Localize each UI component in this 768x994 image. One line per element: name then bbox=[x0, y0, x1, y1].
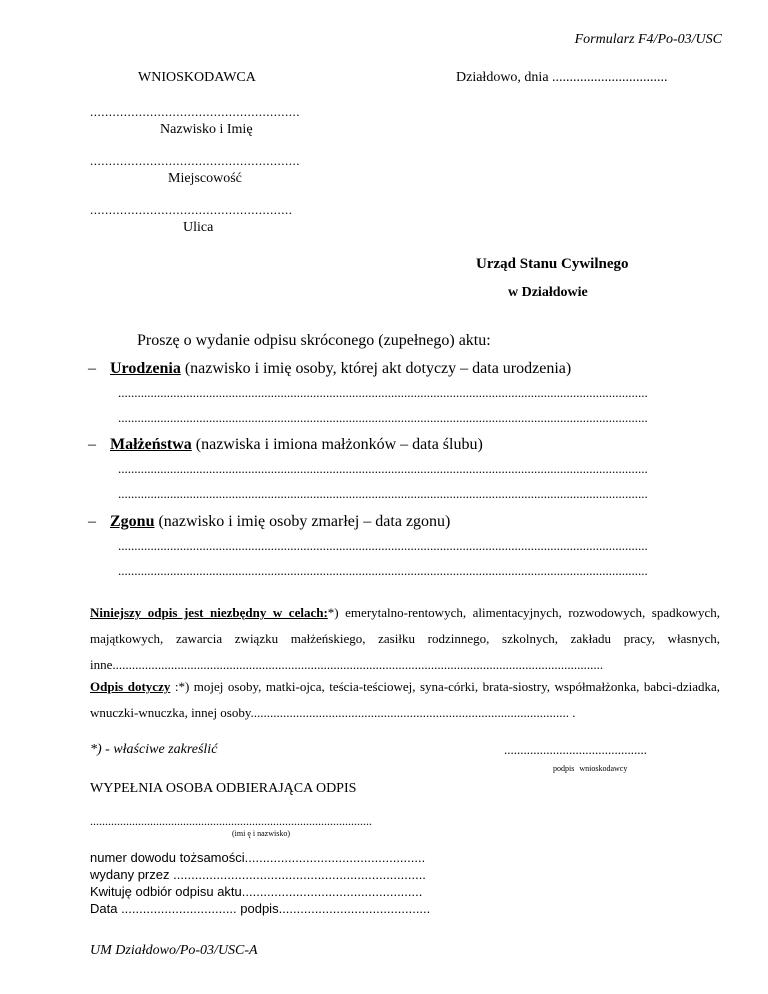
name-field[interactable]: ........................................................ bbox=[90, 104, 300, 119]
purpose-options[interactable]: *) emerytalno-rentowych, alimentacyjnych, rozwodowych, spadkowych, majątkowych, zawarcia związku małżeńskiego, zasiłku rodzinnego, szkolnych, zakładu pracy, własnych, inne....................................................................................................................................................... bbox=[90, 605, 720, 672]
signature-label: podpis wnioskodawcy bbox=[553, 764, 628, 773]
dash-bullet: – bbox=[88, 513, 96, 530]
marriage-description: (nazwiska i imiona małżonków – data ślubu) bbox=[191, 436, 483, 453]
marriage-answer-line-1[interactable]: ................................................................................................................................................................... bbox=[118, 461, 648, 476]
recipient-heading: WYPEŁNIA OSOBA ODBIERAJĄCA ODPIS bbox=[90, 781, 357, 796]
dash-bullet: – bbox=[88, 360, 96, 377]
applicant-heading: WNIOSKODAWCA bbox=[138, 70, 256, 85]
form-code: Formularz F4/Po-03/USC bbox=[574, 32, 722, 47]
purpose-paragraph bbox=[90, 600, 720, 678]
recipient-name-field[interactable]: .............................................................................................. bbox=[90, 814, 372, 828]
office-name: Urząd Stanu Cywilnego bbox=[476, 256, 629, 272]
dash-bullet: – bbox=[88, 436, 96, 453]
recipient-name-label: (imi ę i nazwisko) bbox=[232, 829, 290, 838]
death-answer-line-1[interactable]: ................................................................................................................................................................... bbox=[118, 538, 648, 553]
birth-section-heading bbox=[110, 360, 571, 378]
recipient-id-line[interactable]: numer dowodu tożsamości.................................................. bbox=[90, 850, 426, 865]
birth-description: (nazwisko i imię osoby, której akt dotyczy – data urodzenia) bbox=[180, 360, 572, 377]
recipient-receipt-line[interactable]: Kwituję odbiór odpisu aktu.................................................. bbox=[90, 884, 423, 899]
concerns-paragraph bbox=[90, 674, 720, 726]
recipient-date-line[interactable]: Data ................................ podpis.......................................... bbox=[90, 901, 431, 916]
marriage-answer-line-2[interactable]: ................................................................................................................................................................... bbox=[118, 486, 648, 501]
office-city: w Działdowie bbox=[508, 285, 588, 300]
death-title: Zgonu bbox=[110, 513, 155, 530]
place-date-field[interactable]: Działdowo, dnia ................................. bbox=[456, 70, 668, 85]
concerns-options[interactable]: :*) mojej osoby, matki-ojca, teścia-teściowej, syna-córki, brata-siostry, współmałżonka, babci-dziadka, wnuczki-wnuczka, innej osoby.................................................................................................. . bbox=[90, 679, 720, 720]
signature-field[interactable]: ............................................ bbox=[504, 742, 647, 757]
birth-title: Urodzenia bbox=[110, 360, 181, 377]
city-label: Miejscowość bbox=[168, 171, 242, 186]
birth-answer-line-2[interactable]: ................................................................................................................................................................... bbox=[118, 410, 648, 425]
death-description: (nazwisko i imię osoby zmarłej – data zgonu) bbox=[154, 513, 451, 530]
street-field[interactable]: ...................................................... bbox=[90, 202, 293, 217]
recipient-issued-line[interactable]: wydany przez ...................................................................... bbox=[90, 867, 426, 882]
city-field[interactable]: ........................................................ bbox=[90, 153, 300, 168]
marriage-section-heading bbox=[110, 436, 483, 454]
marriage-title: Małżeństwa bbox=[110, 436, 192, 453]
footer-code: UM Działdowo/Po-03/USC-A bbox=[90, 943, 258, 958]
purpose-label: Niniejszy odpis jest niezbędny w celach: bbox=[90, 605, 328, 620]
footnote: *) - właściwe zakreślić bbox=[90, 742, 218, 757]
death-section-heading bbox=[110, 513, 450, 531]
street-label: Ulica bbox=[183, 220, 214, 235]
name-label: Nazwisko i Imię bbox=[160, 122, 253, 137]
concerns-label: Odpis dotyczy bbox=[90, 679, 171, 694]
request-text: Proszę o wydanie odpisu skróconego (zupełnego) aktu: bbox=[137, 332, 491, 349]
death-answer-line-2[interactable]: ................................................................................................................................................................... bbox=[118, 563, 648, 578]
birth-answer-line-1[interactable]: ................................................................................................................................................................... bbox=[118, 385, 648, 400]
